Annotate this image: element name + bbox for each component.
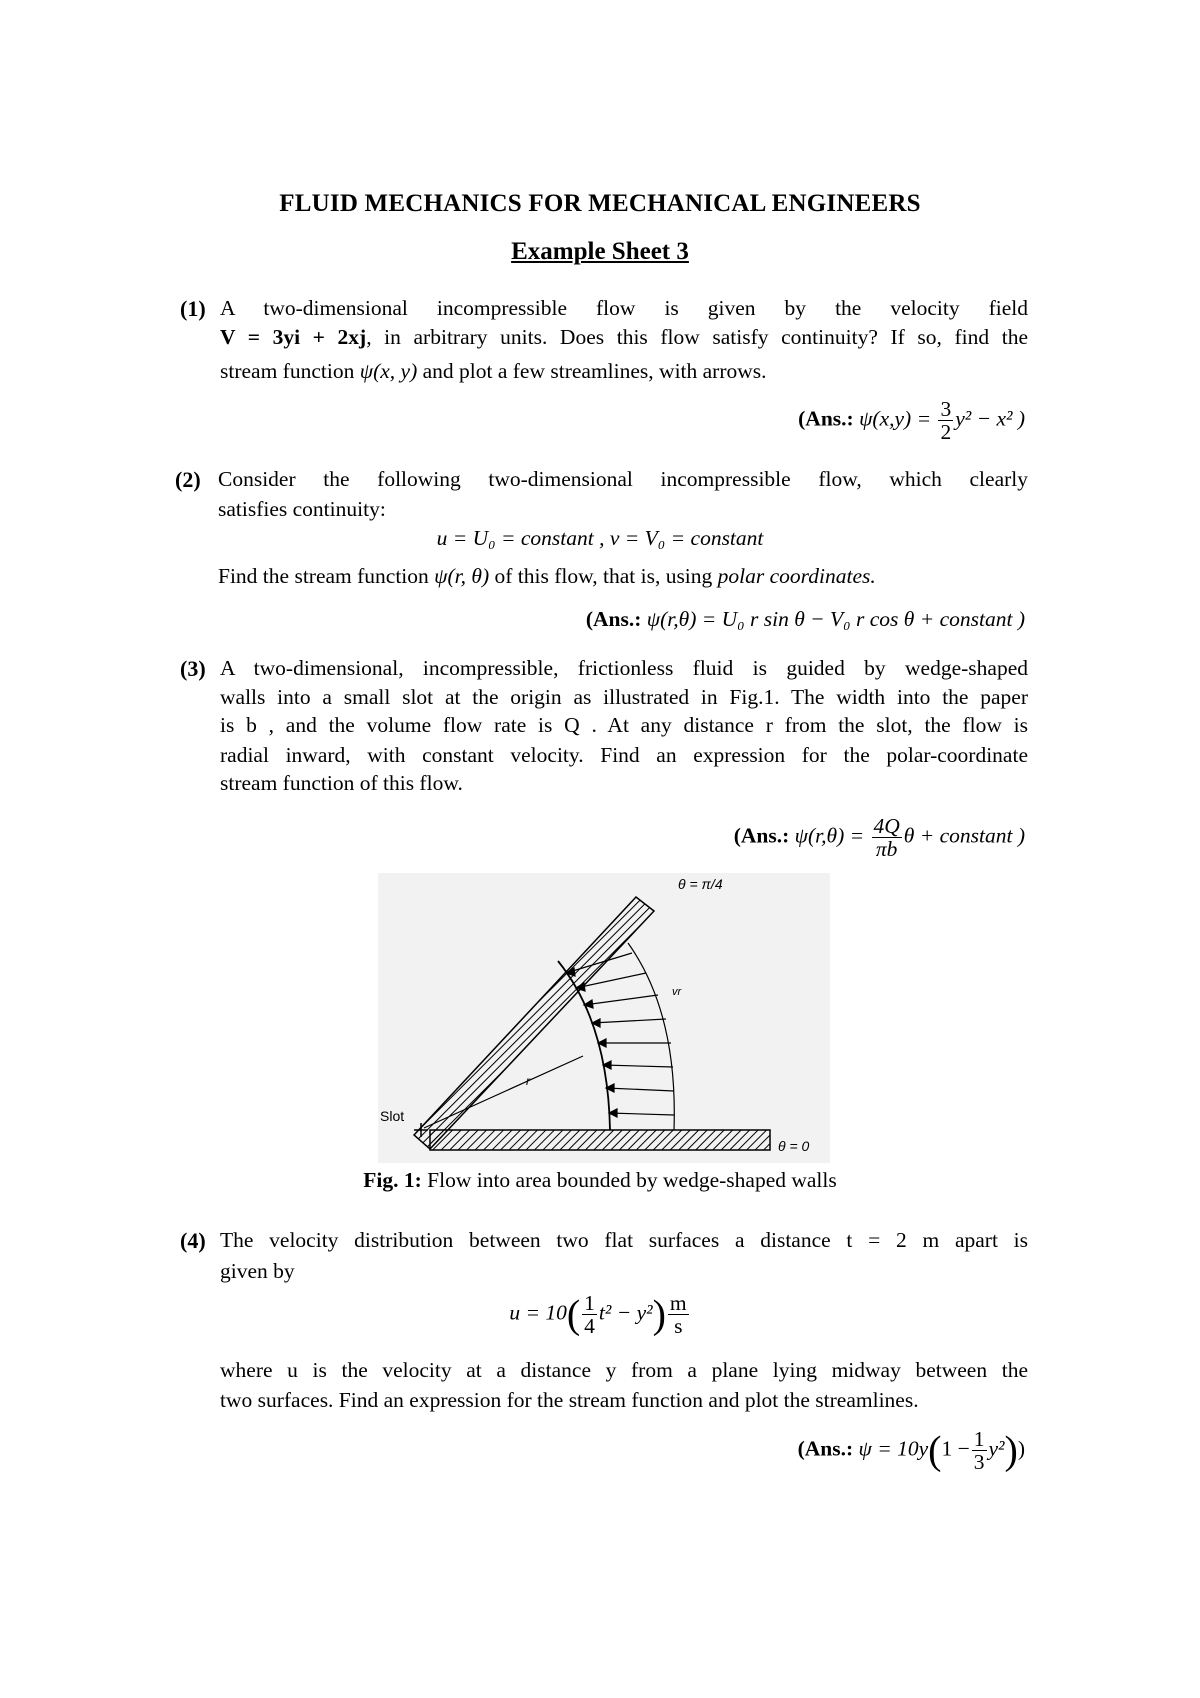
q4-equation: u = 10( $\frac{1}{4}$ t² − y²) $\frac{m}{s}$ xyxy=(509,1291,687,1338)
q4-eq-unit-den: s xyxy=(674,1314,683,1338)
q4-line2: given by xyxy=(220,1259,295,1283)
q3-number: (3) xyxy=(180,656,206,681)
label-vr: vr xyxy=(672,986,682,998)
q1-stream-function: ψ(x, y) xyxy=(359,359,418,383)
q2-ans-expr: ψ(r,θ) = U₀ r sin θ − V₀ r cos θ + constant ) xyxy=(646,607,1025,631)
q4-ans-one: 1 − xyxy=(941,1436,970,1461)
q2-line2: satisfies continuity: xyxy=(218,497,386,521)
q4-line3: where u is the velocity at a distance y from a plane lying midway between the xyxy=(220,1358,1028,1382)
q2-line3-pre: Find the stream function xyxy=(218,564,429,588)
q4-eq-den: 4 xyxy=(584,1314,595,1338)
q1-line1: A two-dimensional incompressible flow is given by the velocity field xyxy=(220,296,1028,320)
bottom-wall xyxy=(430,1130,770,1150)
q4-ans-label: (Ans.: xyxy=(797,1436,854,1461)
q4-eq-pre: u = 10 xyxy=(509,1300,567,1325)
label-r: r xyxy=(526,1074,530,1088)
q1-line3-pre: stream function xyxy=(220,359,355,383)
q2-eq-text: u = U₀ = constant , v = V₀ = constant xyxy=(436,526,764,550)
q1-line2 xyxy=(220,322,1028,352)
q4-ans-num: 1 xyxy=(973,1427,985,1451)
q4-number: (4) xyxy=(180,1228,206,1253)
wedge-flow-figure xyxy=(378,873,830,1163)
q3-line1: A two-dimensional, incompressible, frictionless fluid is guided by wedge-shaped xyxy=(220,656,1028,680)
q1-answer xyxy=(798,398,1025,443)
q1-line3 xyxy=(220,356,1028,386)
q2-line1: Consider the following two-dimensional incompressible flow, which clearly xyxy=(218,467,1028,491)
document-title: FLUID MECHANICS FOR MECHANICAL ENGINEERS xyxy=(279,190,921,217)
q4-answer: (Ans.: ψ = 10y(1 − $\frac{1}{3}$ y²)) xyxy=(797,1427,1025,1474)
q3-answer xyxy=(734,815,1025,860)
q4-eq-unit-num: m xyxy=(669,1291,687,1315)
q1-line3-post: and plot a few streamlines, with arrows. xyxy=(422,359,767,383)
q2-ans-label: (Ans.: xyxy=(585,607,642,631)
q3-ans-fraction xyxy=(872,815,902,860)
caption-text: Flow into area bounded by wedge-shaped walls xyxy=(427,1168,837,1192)
q4-ans-lhs: ψ = 10y xyxy=(858,1436,929,1461)
caption-label: Fig. 1: xyxy=(363,1168,422,1192)
q2-number: (2) xyxy=(175,467,201,492)
q1-number: (1) xyxy=(180,296,206,321)
q2-line3-mid: of this flow, that is, using xyxy=(494,564,713,588)
q1-line2-text: , in arbitrary units. Does this flow satisfy continuity? If so, find the xyxy=(366,325,1028,349)
q1-ans-num: 3 xyxy=(940,397,952,421)
q3-ans-num: 4Q xyxy=(873,814,900,838)
label-theta-0: θ = 0 xyxy=(778,1138,810,1154)
q4-eq-num: 1 xyxy=(584,1291,595,1315)
q3-line3: is b , and the volume flow rate is Q . At any distance r from the slot, the flow is xyxy=(220,713,1028,737)
q1-ans-fraction xyxy=(938,398,953,443)
q3-line5: stream function of this flow. xyxy=(220,771,463,795)
q4-line4: two surfaces. Find an expression for the stream function and plot the streamlines. xyxy=(220,1388,919,1412)
q3-line4: radial inward, with constant velocity. Find an expression for the polar-coordinate xyxy=(220,743,1028,767)
q4-ans-rhs: y² xyxy=(988,1436,1005,1461)
q3-ans-den: πb xyxy=(875,837,898,861)
q2-line3 xyxy=(218,561,876,591)
q1-ans-rhs: y² − x² ) xyxy=(955,406,1025,431)
label-theta-pi4: θ = π/4 xyxy=(678,876,723,892)
q2-stream-function: ψ(r, θ) xyxy=(434,564,490,588)
q4-eq-mid: t² − y² xyxy=(598,1300,653,1325)
q1-ans-lhs: ψ(x,y) = xyxy=(859,406,932,431)
q3-ans-label: (Ans.: xyxy=(733,823,790,848)
q4-eq-fraction xyxy=(582,1292,597,1337)
q2-equation xyxy=(0,526,1200,551)
q3-ans-lhs: ψ(r,θ) = xyxy=(794,823,865,848)
q4-ans-fraction xyxy=(972,1428,987,1473)
q1-ans-label: (Ans.: xyxy=(798,406,854,431)
q2-answer xyxy=(586,607,1025,632)
q4-ans-den: 3 xyxy=(973,1450,985,1474)
q3-ans-rhs: θ + constant ) xyxy=(903,823,1025,848)
q1-ans-den: 2 xyxy=(940,420,952,444)
q2-polar-coordinates: polar coordinates. xyxy=(717,564,876,588)
q3-line2: walls into a small slot at the origin as illustrated in Fig.1. The width into the paper xyxy=(220,685,1028,709)
q4-line1: The velocity distribution between two flat surfaces a distance t = 2 m apart is xyxy=(220,1228,1028,1252)
q1-velocity-field: V = 3yi + 2xj xyxy=(220,325,367,349)
label-slot: Slot xyxy=(380,1108,405,1124)
q4-eq-unit xyxy=(668,1292,689,1337)
figure-caption xyxy=(0,1168,1200,1193)
document-subtitle: Example Sheet 3 xyxy=(511,238,689,265)
